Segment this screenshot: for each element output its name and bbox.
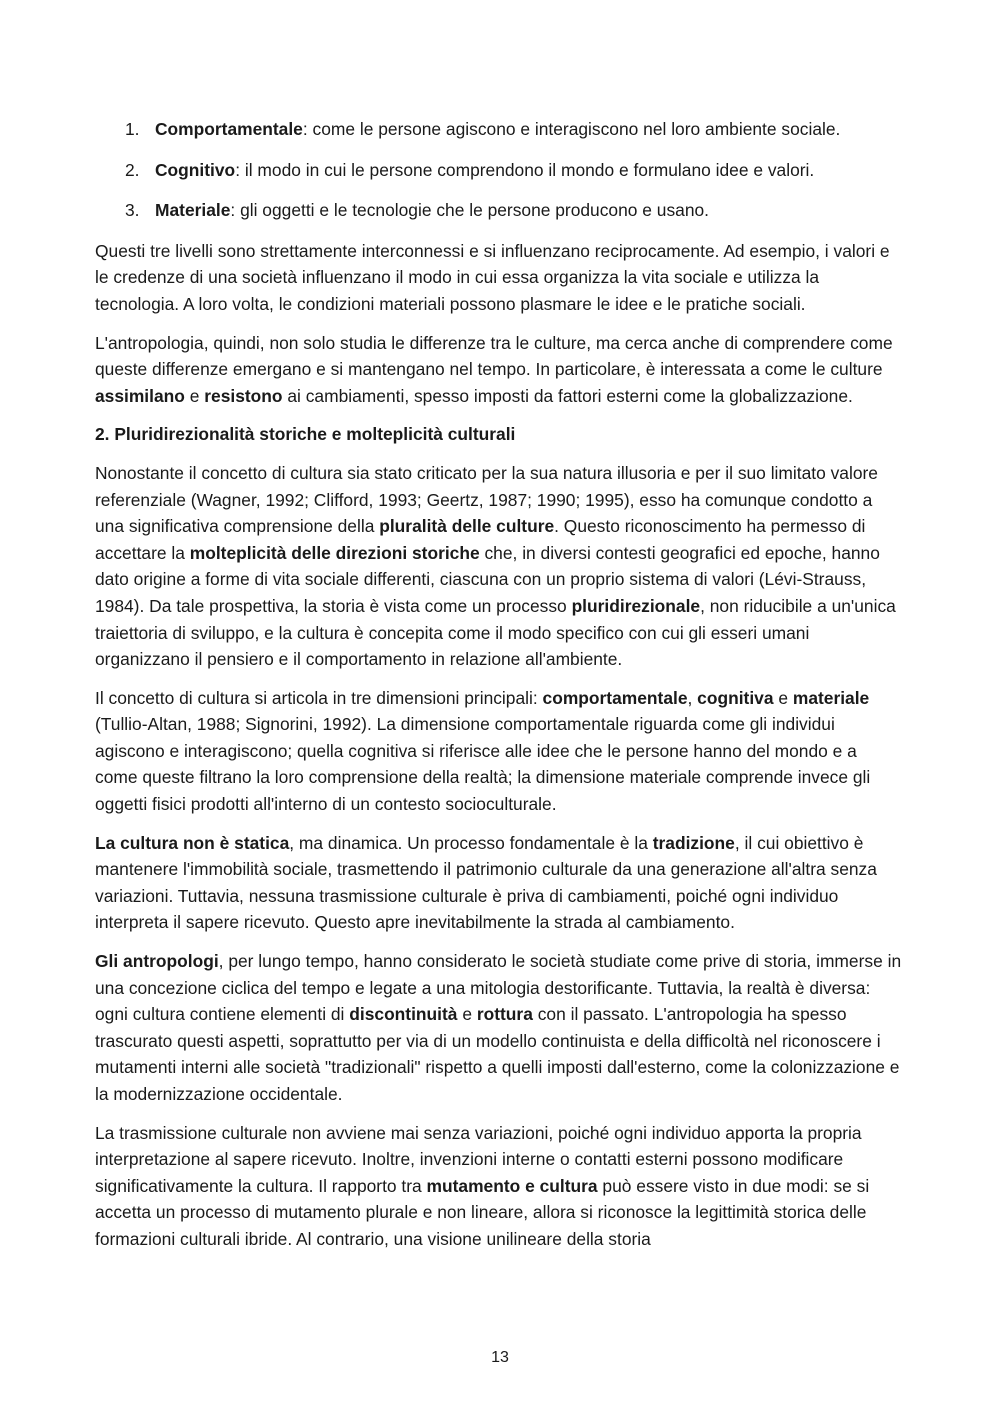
- paragraph-text: con il passato. L'antropologia ha spesso trascurato questi aspetti, soprattutto per via di un modello continuista e della difficoltà nel riconoscere i mutamenti interni alle società "tradizionali" rispetto a quelli imposti dall'esterno, come la colonizzazione e la modernizzazione occidentale.: [95, 1004, 900, 1104]
- list-text: : come le persone agiscono e interagiscono nel loro ambiente sociale.: [302, 119, 841, 139]
- section-heading: 2. Pluridirezionalità storiche e molteplicità culturali: [95, 424, 516, 445]
- bold-term: pluralità delle culture: [379, 516, 555, 537]
- bold-term: mutamento e cultura: [426, 1175, 598, 1196]
- paragraph-text: Il concetto di cultura si articola in tre dimensioni principali:: [95, 687, 543, 708]
- bold-term: molteplicità delle direzioni storiche: [189, 542, 480, 563]
- bold-term: Gli antropologi: [95, 951, 219, 972]
- list-text: : gli oggetti e le tecnologie che le persone producono e usano.: [230, 200, 709, 221]
- paragraph-anthropology: [95, 330, 903, 410]
- list-number: 3.: [125, 200, 140, 221]
- bold-term: assimilano: [95, 385, 185, 406]
- bold-term: resistono: [204, 385, 283, 406]
- paragraph-text: Questi tre livelli sono strettamente interconnessi e si influenzano reciprocamente. Ad esempio, i valori e le credenze di una società influenzano il modo in cui essa organizza la vita sociale e utilizza la tecnologia. A loro volta, le condizioni materiali possono plasmare le idee e le pratiche sociali.: [95, 240, 890, 314]
- bold-term: cognitiva: [697, 687, 774, 708]
- paragraph-dimensions: [95, 685, 903, 818]
- list-item: [95, 157, 903, 184]
- paragraph-text: L'antropologia, quindi, non solo studia le differenze tra le culture, ma cerca anche di comprendere come queste differenze emergano e si mantengano nel tempo. In particolare, è interessata a come le culture: [95, 332, 893, 380]
- bold-term: pluridirezionale: [571, 595, 701, 616]
- paragraph-transmission: [95, 1120, 903, 1253]
- paragraph-interconnection: [95, 238, 903, 318]
- paragraph-text: e: [184, 385, 205, 406]
- bold-term: comportamentale: [542, 687, 688, 708]
- paragraph-text: ai cambiamenti, spesso imposti da fattori esterni come la globalizzazione.: [282, 385, 853, 406]
- paragraph-text: , per lungo tempo, hanno considerato le società studiate come prive di storia, immerse in una concezione ciclica del tempo e legate a una mitologia destorificante. Tuttavia, la realtà è diversa: ogni cultura contiene elementi di: [95, 951, 902, 1025]
- paragraph-text: La trasmissione culturale non avviene mai senza variazioni, poiché ogni individuo apporta la propria interpretazione al sapere ricevuto. Inoltre, invenzioni interne o contatti esterni possono modificare significativamente la cultura. Il rapporto tra: [95, 1122, 862, 1196]
- bold-term: La cultura non è statica: [95, 832, 290, 853]
- paragraph-anthropologists: [95, 948, 903, 1108]
- bold-term: discontinuità: [349, 1004, 458, 1025]
- list-number: 1.: [125, 119, 140, 139]
- paragraph-plurality: [95, 460, 903, 673]
- list-text: : il modo in cui le persone comprendono il mondo e formulano idee e valori.: [235, 159, 815, 180]
- paragraph-text: può essere visto in due modi: se si accetta un processo di mutamento plurale e non lineare, allora si riconosce la legittimità storica delle formazioni culturali ibride. Al contrario, una visione unilineare della storia: [95, 1175, 870, 1249]
- paragraph-text: e: [457, 1004, 477, 1025]
- list-item: [95, 197, 903, 224]
- paragraph-text: , ma dinamica. Un processo fondamentale è la: [289, 832, 653, 853]
- list-term: Comportamentale: [155, 119, 303, 139]
- bold-term: tradizione: [652, 832, 735, 853]
- list-term: Cognitivo: [155, 159, 236, 180]
- paragraph-text: che, in diversi contesti geografici ed epoche, hanno dato origine a forme di vita sociale differenti, ciascuna con un proprio sistema di valori (Lévi-Strauss, 1984). Da tale prospettiva, la storia è vista come un processo: [95, 542, 880, 616]
- document-body: [95, 116, 903, 1265]
- bold-term: rottura: [476, 1004, 533, 1025]
- paragraph-text: . Questo riconoscimento ha permesso di accettare la: [95, 516, 866, 563]
- list-term: Materiale: [155, 200, 231, 221]
- paragraph-text: , il cui obiettivo è mantenere l'immobilità sociale, trasmettendo il patrimonio culturale da una generazione all'altra senza variazioni. Tuttavia, nessuna trasmissione culturale è priva di cambiamenti, poiché ogni individuo interpreta il sapere ricevuto. Questo apre inevitabilmente la strada al cambiamento.: [95, 832, 877, 933]
- paragraph-text: e: [773, 687, 793, 708]
- paragraph-text: Nonostante il concetto di cultura sia stato criticato per la sua natura illusoria e per il suo limitato valore referenziale (Wagner, 1992; Clifford, 1993; Geertz, 1987; 1990; 1995), esso ha comunque condotto a una significativa comprensione della: [95, 462, 878, 537]
- paragraph-tradition: [95, 830, 903, 936]
- culture-levels-list: [95, 116, 903, 224]
- list-item: [95, 116, 903, 143]
- paragraph-text: , non riducibile a un'unica traiettoria di sviluppo, e la cultura è concepita come il modo specifico con cui gli esseri umani organizzano il pensiero e il comportamento in relazione all'ambiente.: [95, 595, 896, 670]
- bold-term: materiale: [792, 687, 870, 708]
- list-number: 2.: [125, 159, 140, 180]
- page-number: 13: [491, 1349, 509, 1366]
- paragraph-text: ,: [687, 687, 698, 708]
- paragraph-text: (Tullio-Altan, 1988; Signorini, 1992). La dimensione comportamentale riguarda come gli individui agiscono e interagiscono; quella cognitiva si riferisce alle idee che le persone hanno del mondo e a come queste filtrano la loro comprensione della realtà; la dimensione materiale comprende invece gli oggetti fisici prodotti all'interno di un contesto socioculturale.: [95, 714, 871, 815]
